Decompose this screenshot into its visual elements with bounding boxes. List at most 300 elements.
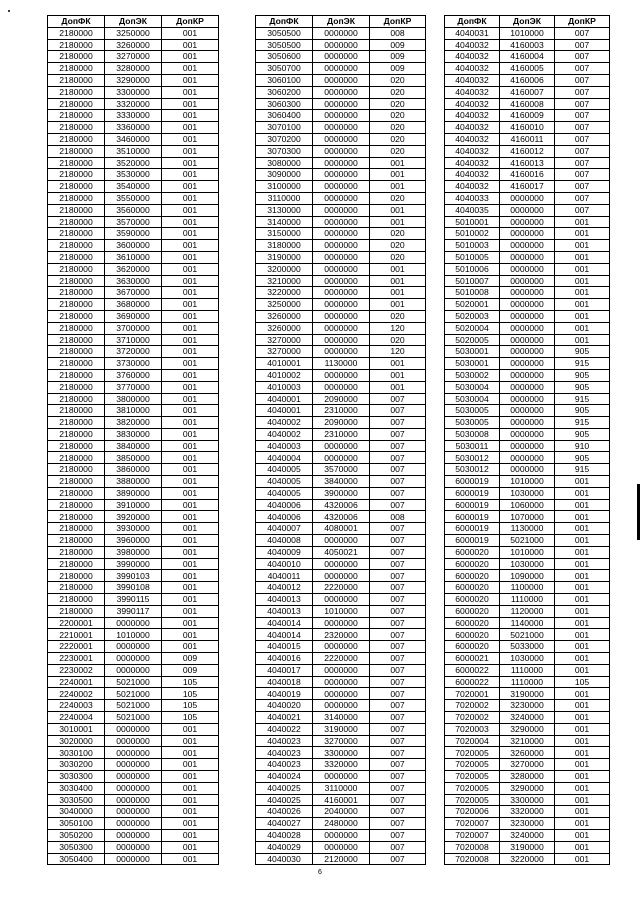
cell-dopkr: 001 — [162, 98, 219, 110]
table-row — [256, 735, 426, 747]
cell-dopek: 3540000 — [105, 181, 162, 193]
cell-dopek: 3980000 — [105, 546, 162, 558]
table-row — [445, 98, 610, 110]
cell-dopek: 1110000 — [500, 676, 555, 688]
table-row — [445, 240, 610, 252]
cell-dopfk: 6000019 — [445, 535, 500, 547]
table-row — [445, 346, 610, 358]
cell-dopek: 2220000 — [313, 582, 370, 594]
cell-dopek: 0000000 — [313, 157, 370, 169]
cell-dopek: 3860000 — [105, 464, 162, 476]
table-row — [445, 263, 610, 275]
table-row — [445, 582, 610, 594]
cell-dopfk: 2180000 — [48, 570, 105, 582]
table-row — [256, 535, 426, 547]
table-row — [445, 641, 610, 653]
cell-dopfk: 4040007 — [256, 523, 313, 535]
cell-dopkr: 001 — [555, 617, 610, 629]
cell-dopfk: 4040012 — [256, 582, 313, 594]
cell-dopfk: 7020005 — [445, 771, 500, 783]
cell-dopfk: 7020003 — [445, 723, 500, 735]
cell-dopek: 3960000 — [105, 535, 162, 547]
cell-dopek: 3360000 — [105, 122, 162, 134]
cell-dopfk: 7020008 — [445, 841, 500, 853]
cell-dopkr: 001 — [162, 240, 219, 252]
cell-dopek: 0000000 — [313, 310, 370, 322]
cell-dopek: 0000000 — [313, 204, 370, 216]
cell-dopfk: 3110000 — [256, 192, 313, 204]
cell-dopfk: 4040032 — [445, 169, 500, 181]
cell-dopfk: 5010007 — [445, 275, 500, 287]
cell-dopfk: 3070200 — [256, 133, 313, 145]
table-row — [445, 782, 610, 794]
cell-dopek: 0000000 — [313, 346, 370, 358]
table-row — [256, 405, 426, 417]
cell-dopfk: 2220001 — [48, 641, 105, 653]
table-row — [48, 133, 219, 145]
cell-dopkr: 001 — [370, 381, 426, 393]
table-row — [256, 369, 426, 381]
cell-dopkr: 020 — [370, 240, 426, 252]
cell-dopkr: 001 — [370, 204, 426, 216]
cell-dopfk: 4040013 — [256, 605, 313, 617]
cell-dopkr: 001 — [162, 381, 219, 393]
cell-dopfk: 4040006 — [256, 499, 313, 511]
cell-dopfk: 2180000 — [48, 157, 105, 169]
table-row — [48, 428, 219, 440]
cell-dopkr: 001 — [162, 346, 219, 358]
table-row — [445, 287, 610, 299]
cell-dopek: 1010000 — [500, 27, 555, 39]
cell-dopfk: 6000019 — [445, 487, 500, 499]
cell-dopek: 0000000 — [500, 369, 555, 381]
table-row — [445, 122, 610, 134]
cell-dopkr: 001 — [162, 275, 219, 287]
cell-dopkr: 001 — [555, 829, 610, 841]
cell-dopek: 0000000 — [105, 653, 162, 665]
cell-dopkr: 007 — [370, 570, 426, 582]
cell-dopkr: 007 — [555, 181, 610, 193]
cell-dopkr: 001 — [555, 275, 610, 287]
cell-dopfk: 5010003 — [445, 240, 500, 252]
cell-dopfk: 4040009 — [256, 546, 313, 558]
cell-dopkr: 008 — [370, 511, 426, 523]
cell-dopfk: 7020007 — [445, 829, 500, 841]
table-row — [256, 86, 426, 98]
table-row — [48, 464, 219, 476]
header-dopfk: ДопФК — [48, 16, 105, 28]
cell-dopek: 3190000 — [500, 841, 555, 853]
table-row — [445, 841, 610, 853]
table-row — [445, 511, 610, 523]
cell-dopfk: 7020002 — [445, 700, 500, 712]
cell-dopfk: 4040032 — [445, 98, 500, 110]
cell-dopfk: 2180000 — [48, 192, 105, 204]
table-row — [48, 228, 219, 240]
cell-dopkr: 001 — [162, 133, 219, 145]
table-row — [445, 759, 610, 771]
cell-dopkr: 007 — [370, 582, 426, 594]
cell-dopfk: 2180000 — [48, 499, 105, 511]
cell-dopkr: 020 — [370, 334, 426, 346]
table-row — [48, 86, 219, 98]
cell-dopkr: 001 — [162, 181, 219, 193]
cell-dopfk: 2180000 — [48, 346, 105, 358]
cell-dopfk: 2180000 — [48, 417, 105, 429]
cell-dopek: 0000000 — [313, 39, 370, 51]
cell-dopek: 3220000 — [500, 853, 555, 865]
cell-dopkr: 001 — [555, 582, 610, 594]
cell-dopfk: 4040021 — [256, 712, 313, 724]
cell-dopkr: 020 — [370, 74, 426, 86]
cell-dopkr: 001 — [555, 228, 610, 240]
table-row — [48, 251, 219, 263]
cell-dopek: 0000000 — [313, 334, 370, 346]
table-row — [256, 63, 426, 75]
cell-dopek: 4160001 — [313, 794, 370, 806]
cell-dopkr: 105 — [162, 688, 219, 700]
cell-dopfk: 2180000 — [48, 275, 105, 287]
cell-dopek: 3900000 — [313, 487, 370, 499]
cell-dopfk: 6000019 — [445, 511, 500, 523]
cell-dopek: 0000000 — [500, 275, 555, 287]
cell-dopek: 1100000 — [500, 582, 555, 594]
cell-dopkr: 009 — [370, 39, 426, 51]
cell-dopek: 3810000 — [105, 405, 162, 417]
cell-dopek: 0000000 — [313, 192, 370, 204]
table-row — [445, 405, 610, 417]
cell-dopek: 2090000 — [313, 417, 370, 429]
table-row — [256, 240, 426, 252]
cell-dopfk: 4040017 — [256, 664, 313, 676]
table-row — [48, 157, 219, 169]
cell-dopek: 0000000 — [313, 74, 370, 86]
table-row — [445, 299, 610, 311]
table-row — [256, 653, 426, 665]
table-row — [256, 771, 426, 783]
cell-dopek: 3320000 — [313, 759, 370, 771]
cell-dopek: 0000000 — [105, 806, 162, 818]
cell-dopek: 3630000 — [105, 275, 162, 287]
cell-dopfk: 3150000 — [256, 228, 313, 240]
cell-dopek: 3840000 — [105, 440, 162, 452]
cell-dopkr: 001 — [555, 535, 610, 547]
table-row — [48, 535, 219, 547]
cell-dopkr: 007 — [555, 39, 610, 51]
cell-dopkr: 007 — [370, 759, 426, 771]
cell-dopfk: 5030001 — [445, 358, 500, 370]
table-row — [256, 381, 426, 393]
cell-dopkr: 007 — [555, 169, 610, 181]
cell-dopkr: 007 — [555, 27, 610, 39]
table-row — [48, 641, 219, 653]
cell-dopfk: 5030002 — [445, 369, 500, 381]
table-row — [48, 829, 219, 841]
cell-dopek: 3840000 — [313, 476, 370, 488]
cell-dopfk: 4040035 — [445, 204, 500, 216]
cell-dopkr: 020 — [370, 192, 426, 204]
cell-dopek: 3990117 — [105, 605, 162, 617]
cell-dopfk: 3050200 — [48, 829, 105, 841]
cell-dopek: 3510000 — [105, 145, 162, 157]
table-row — [48, 570, 219, 582]
cell-dopek: 0000000 — [500, 334, 555, 346]
cell-dopfk: 7020008 — [445, 853, 500, 865]
cell-dopfk: 4040018 — [256, 676, 313, 688]
cell-dopkr: 007 — [555, 145, 610, 157]
cell-dopfk: 2180000 — [48, 582, 105, 594]
table-row — [445, 818, 610, 830]
cell-dopfk: 2180000 — [48, 405, 105, 417]
cell-dopek: 1010000 — [105, 629, 162, 641]
cell-dopek: 5021000 — [105, 676, 162, 688]
cell-dopfk: 4040024 — [256, 771, 313, 783]
cell-dopfk: 4040026 — [256, 806, 313, 818]
cell-dopek: 0000000 — [313, 110, 370, 122]
table-row — [48, 806, 219, 818]
cell-dopfk: 5010001 — [445, 216, 500, 228]
cell-dopek: 0000000 — [105, 617, 162, 629]
table-row — [48, 263, 219, 275]
cell-dopfk: 4040032 — [445, 51, 500, 63]
cell-dopkr: 905 — [555, 452, 610, 464]
table-row — [445, 499, 610, 511]
cell-dopfk: 2180000 — [48, 558, 105, 570]
cell-dopkr: 001 — [555, 570, 610, 582]
cell-dopfk: 4040005 — [256, 476, 313, 488]
cell-dopek: 3270000 — [313, 735, 370, 747]
cell-dopfk: 4040025 — [256, 782, 313, 794]
cell-dopfk: 5020001 — [445, 299, 500, 311]
table-row — [445, 735, 610, 747]
scan-dot-mark — [8, 10, 10, 12]
table-row — [256, 523, 426, 535]
cell-dopkr: 009 — [370, 63, 426, 75]
cell-dopek: 0000000 — [500, 358, 555, 370]
cell-dopkr: 001 — [555, 653, 610, 665]
cell-dopfk: 2180000 — [48, 133, 105, 145]
cell-dopkr: 001 — [162, 27, 219, 39]
cell-dopek: 0000000 — [500, 417, 555, 429]
cell-dopek: 0000000 — [105, 853, 162, 865]
cell-dopek: 0000000 — [313, 829, 370, 841]
cell-dopfk: 3090000 — [256, 169, 313, 181]
table-row — [48, 759, 219, 771]
cell-dopek: 0000000 — [313, 440, 370, 452]
table-row — [445, 310, 610, 322]
cell-dopek: 3110000 — [313, 782, 370, 794]
cell-dopfk: 3050500 — [256, 39, 313, 51]
table-row — [48, 169, 219, 181]
cell-dopfk: 2180000 — [48, 334, 105, 346]
cell-dopek: 0000000 — [313, 263, 370, 275]
cell-dopek: 0000000 — [313, 122, 370, 134]
cell-dopek: 3270000 — [500, 759, 555, 771]
cell-dopek: 0000000 — [500, 240, 555, 252]
cell-dopkr: 001 — [555, 511, 610, 523]
cell-dopek: 3920000 — [105, 511, 162, 523]
cell-dopek: 2310000 — [313, 405, 370, 417]
cell-dopek: 5021000 — [105, 700, 162, 712]
cell-dopkr: 120 — [370, 346, 426, 358]
cell-dopkr: 007 — [370, 464, 426, 476]
cell-dopkr: 001 — [555, 334, 610, 346]
table-row — [445, 676, 610, 688]
cell-dopfk: 2180000 — [48, 39, 105, 51]
cell-dopkr: 001 — [162, 771, 219, 783]
code-tables — [47, 15, 609, 865]
cell-dopfk: 4040011 — [256, 570, 313, 582]
table-row — [445, 617, 610, 629]
cell-dopkr: 001 — [162, 358, 219, 370]
table-row — [48, 310, 219, 322]
cell-dopkr: 001 — [162, 299, 219, 311]
cell-dopkr: 007 — [370, 629, 426, 641]
table-row — [256, 322, 426, 334]
table-row — [445, 829, 610, 841]
page-number: 6 — [318, 869, 322, 876]
cell-dopkr: 001 — [555, 700, 610, 712]
cell-dopfk: 4040032 — [445, 181, 500, 193]
cell-dopfk: 4040008 — [256, 535, 313, 547]
cell-dopfk: 2210001 — [48, 629, 105, 641]
cell-dopkr: 007 — [555, 133, 610, 145]
cell-dopfk: 2240001 — [48, 676, 105, 688]
cell-dopkr: 007 — [555, 204, 610, 216]
cell-dopfk: 5030012 — [445, 452, 500, 464]
cell-dopkr: 001 — [555, 641, 610, 653]
cell-dopfk: 4040023 — [256, 735, 313, 747]
table-row — [48, 782, 219, 794]
header-dopek: ДопЭК — [105, 16, 162, 28]
cell-dopfk: 4040002 — [256, 428, 313, 440]
cell-dopfk: 4040029 — [256, 841, 313, 853]
cell-dopfk: 2180000 — [48, 440, 105, 452]
cell-dopfk: 6000022 — [445, 676, 500, 688]
cell-dopfk: 7020005 — [445, 782, 500, 794]
table-row — [445, 133, 610, 145]
cell-dopfk: 3070100 — [256, 122, 313, 134]
cell-dopek: 3880000 — [105, 476, 162, 488]
cell-dopfk: 6000019 — [445, 476, 500, 488]
cell-dopek: 3610000 — [105, 251, 162, 263]
cell-dopek: 0000000 — [313, 664, 370, 676]
table-header-row — [48, 16, 219, 28]
cell-dopkr: 105 — [162, 700, 219, 712]
cell-dopkr: 007 — [555, 98, 610, 110]
header-dopek: ДопЭК — [313, 16, 370, 28]
cell-dopfk: 4040023 — [256, 759, 313, 771]
table-row — [256, 688, 426, 700]
cell-dopek: 1090000 — [500, 570, 555, 582]
table-row — [445, 181, 610, 193]
table-row — [445, 558, 610, 570]
cell-dopkr: 001 — [162, 594, 219, 606]
cell-dopfk: 2180000 — [48, 86, 105, 98]
cell-dopek: 0000000 — [105, 723, 162, 735]
cell-dopfk: 3050400 — [48, 853, 105, 865]
cell-dopfk: 4040004 — [256, 452, 313, 464]
cell-dopfk: 2180000 — [48, 204, 105, 216]
table-row — [48, 110, 219, 122]
cell-dopek: 0000000 — [313, 299, 370, 311]
table-row — [256, 157, 426, 169]
cell-dopkr: 001 — [555, 523, 610, 535]
cell-dopek: 3710000 — [105, 334, 162, 346]
cell-dopkr: 915 — [555, 417, 610, 429]
cell-dopek: 0000000 — [313, 27, 370, 39]
cell-dopkr: 001 — [162, 747, 219, 759]
cell-dopkr: 001 — [555, 240, 610, 252]
table-row — [256, 228, 426, 240]
cell-dopek: 1010000 — [313, 605, 370, 617]
table-row — [256, 452, 426, 464]
cell-dopkr: 001 — [555, 841, 610, 853]
table-row — [445, 204, 610, 216]
cell-dopek: 0000000 — [313, 216, 370, 228]
table-row — [256, 275, 426, 287]
table-row — [445, 440, 610, 452]
cell-dopfk: 4040001 — [256, 405, 313, 417]
cell-dopkr: 007 — [370, 558, 426, 570]
cell-dopkr: 007 — [370, 641, 426, 653]
cell-dopek: 0000000 — [313, 51, 370, 63]
cell-dopfk: 4040001 — [256, 393, 313, 405]
table-row — [48, 853, 219, 865]
cell-dopfk: 2180000 — [48, 511, 105, 523]
cell-dopfk: 2180000 — [48, 605, 105, 617]
cell-dopek: 3760000 — [105, 369, 162, 381]
cell-dopkr: 001 — [162, 853, 219, 865]
table-row — [256, 440, 426, 452]
cell-dopek: 4080001 — [313, 523, 370, 535]
cell-dopfk: 3030400 — [48, 782, 105, 794]
table-row — [445, 853, 610, 865]
table-row — [48, 287, 219, 299]
table-row — [256, 594, 426, 606]
cell-dopkr: 001 — [162, 499, 219, 511]
cell-dopfk: 2180000 — [48, 145, 105, 157]
cell-dopfk: 5010005 — [445, 251, 500, 263]
table-row — [48, 653, 219, 665]
cell-dopkr: 001 — [555, 735, 610, 747]
cell-dopfk: 5010008 — [445, 287, 500, 299]
cell-dopfk: 6000020 — [445, 546, 500, 558]
header-dopek: ДопЭК — [500, 16, 555, 28]
cell-dopfk: 7020002 — [445, 712, 500, 724]
cell-dopek: 0000000 — [500, 287, 555, 299]
cell-dopkr: 007 — [370, 617, 426, 629]
cell-dopkr: 001 — [555, 747, 610, 759]
cell-dopkr: 001 — [162, 192, 219, 204]
cell-dopek: 1130000 — [500, 523, 555, 535]
cell-dopfk: 5020004 — [445, 322, 500, 334]
cell-dopfk: 2180000 — [48, 487, 105, 499]
cell-dopfk: 4010001 — [256, 358, 313, 370]
cell-dopkr: 001 — [162, 216, 219, 228]
cell-dopfk: 4010002 — [256, 369, 313, 381]
table-row — [48, 664, 219, 676]
table-row — [48, 358, 219, 370]
cell-dopek: 0000000 — [313, 86, 370, 98]
cell-dopek: 0000000 — [105, 829, 162, 841]
table-row — [445, 794, 610, 806]
cell-dopfk: 5030008 — [445, 428, 500, 440]
cell-dopkr: 007 — [370, 782, 426, 794]
cell-dopek: 3260000 — [500, 747, 555, 759]
cell-dopek: 4160004 — [500, 51, 555, 63]
cell-dopek: 3700000 — [105, 322, 162, 334]
